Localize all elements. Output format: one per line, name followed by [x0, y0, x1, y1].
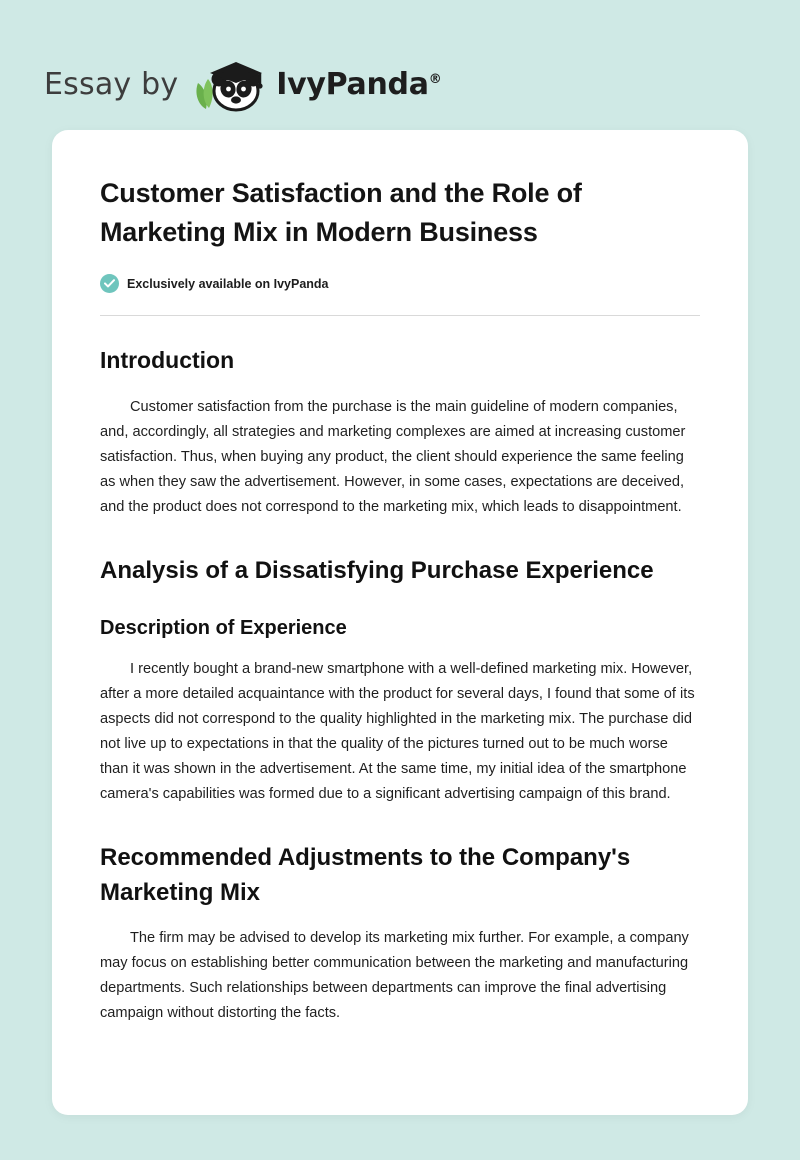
exclusive-badge [100, 274, 700, 293]
section-heading-recommendations: Recommended Adjustments to the Company's Marketing Mix [100, 844, 631, 906]
section-paragraph-recommendations: The firm may be advised to develop its marketing mix further. For example, a company may focus on establishing better communication between the marketing and manufacturing departments. Such relationships between departments can improve the final advertising campaign without distorting the facts. [100, 929, 689, 1021]
header-prefix: Essay by [44, 66, 179, 102]
check-circle-icon [100, 274, 119, 293]
ivypanda-logo[interactable] [192, 53, 441, 115]
site-header [0, 0, 800, 130]
section-heading-analysis: Analysis of a Dissatisfying Purchase Experience [100, 557, 654, 585]
title-divider [100, 315, 700, 316]
section-heading-introduction: Introduction [100, 347, 235, 374]
subsection-paragraph-description: I recently bought a brand-new smartphone with a well-defined marketing mix. However, after a more detailed acquaintance with the product for several days, I found that some of its aspects did not correspond to the quality highlighted in the marketing mix. The purchase did not live up to expectations in that the quality of the pictures turned out to be much worse than it was shown in the advertisement. At the same time, my initial idea of the smartphone camera's capabilities was formed due to a significant advertising campaign of this brand. [100, 660, 695, 803]
panda-graduate-icon [192, 53, 270, 115]
status-badge: Exclusively available on IvyPanda [127, 276, 329, 291]
section-paragraph-introduction: Customer satisfaction from the purchase is the main guideline of modern companies, and, accordingly, all strategies and marketing complexes are aimed at increasing customer satisfaction. Thus, when buying any product, the client should experience the same feeling as when they saw the advertisement. However, in some cases, expectations are deceived, and the product does not correspond to the marketing mix, which leads to disappointment. [100, 398, 686, 516]
subsection-heading-description: Description of Experience [100, 617, 347, 640]
brand-name-text: IvyPanda [276, 66, 429, 102]
document-card [52, 130, 748, 1115]
page-title: Customer Satisfaction and the Role of Marketing Mix in Modern Business [100, 178, 582, 248]
registered-mark: ® [428, 71, 442, 87]
brand-name [276, 67, 441, 102]
